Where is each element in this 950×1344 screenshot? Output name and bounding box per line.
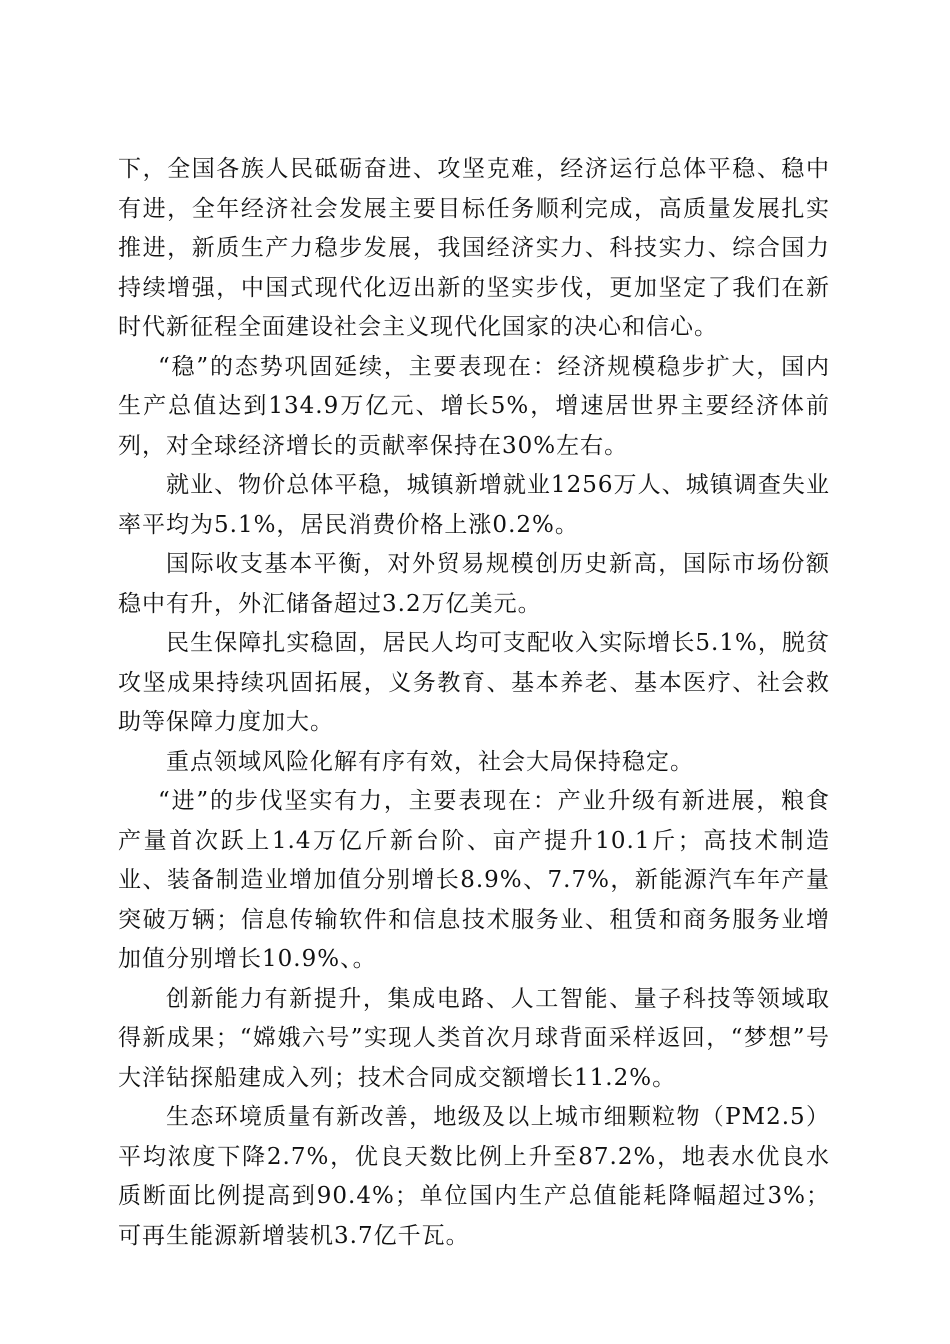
paragraph-8: 创新能力有新提升，集成电路、人工智能、量子科技等领域取得新成果；“嫦娥六号”实现人类首次月球背面采样返回，“梦想”号大洋钻探船建成入列；技术合同成交额增长11.2%。 [118,985,830,1091]
paragraph-9: 生态环境质量有新改善，地级及以上城市细颗粒物（PM2.5）平均浓度下降2.7%，优良天数比例上升至87.2%，地表水优良水质断面比例提高到90.4%；单位国内生产总值能耗降幅超过3%；可再生能源新增装机3.7亿千瓦。 [118,1104,830,1249]
paragraph-1: 下，全国各族人民砥砺奋进、攻坚克难，经济运行总体平稳、稳中有进，全年经济社会发展主要目标任务顺利完成，高质量发展扎实推进，新质生产力稳步发展，我国经济实力、科技实力、综合国力持续增强，中国式现代化迈出新的坚实步伐，更加坚定了我们在新时代新征程全面建设社会主义现代化国家的决心和信心。 [118,156,830,340]
paragraph-2: “稳”的态势巩固延续，主要表现在：经济规模稳步扩大，国内生产总值达到134.9万亿元、增长5%，增速居世界主要经济体前列，对全球经济增长的贡献率保持在30%左右。 [118,353,830,459]
body-text [118,150,830,1256]
paragraph-3: 就业、物价总体平稳，城镇新增就业1256万人、城镇调查失业率平均为5.1%，居民消费价格上涨0.2%。 [118,472,830,538]
paragraph-7: “进”的步伐坚实有力，主要表现在：产业升级有新进展，粮食产量首次跃上1.4万亿斤新台阶、亩产提升10.1斤；高技术制造业、装备制造业增加值分别增长8.9%、7.7%，新能源汽车年产量突破万辆；信息传输软件和信息技术服务业、租赁和商务服务业增加值分别增长10.9%、。 [118,788,830,972]
paragraph-6: 重点领域风险化解有序有效，社会大局保持稳定。 [166,748,694,775]
paragraph-5: 民生保障扎实稳固，居民人均可支配收入实际增长5.1%，脱贫攻坚成果持续巩固拓展，义务教育、基本养老、基本医疗、社会救助等保障力度加大。 [118,630,830,735]
paragraph-4: 国际收支基本平衡，对外贸易规模创历史新高，国际市场份额稳中有升，外汇储备超过3.2万亿美元。 [118,551,830,617]
